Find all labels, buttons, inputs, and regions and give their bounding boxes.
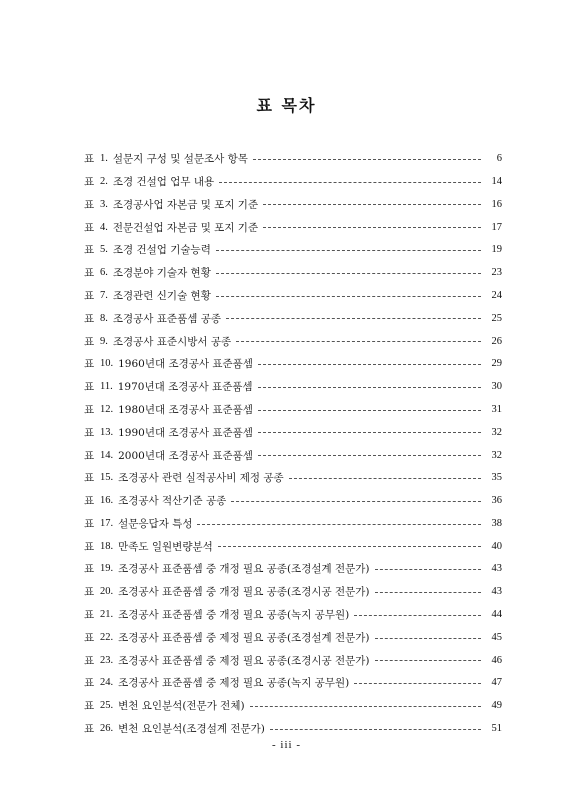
toc-entry-prefix: 표 bbox=[84, 654, 95, 667]
toc-entry-prefix: 표 bbox=[84, 700, 95, 713]
toc-entry-label: 조경공사 관련 실적공사비 제정 공종 bbox=[118, 472, 284, 485]
toc-entry-number: 1. bbox=[100, 153, 108, 165]
toc-entry-label: 변천 요인분석(조경설계 전문가) bbox=[118, 723, 265, 736]
toc-entry-prefix: 표 bbox=[84, 495, 95, 508]
toc-entry[interactable] bbox=[84, 330, 502, 353]
toc-entry-prefix: 표 bbox=[84, 586, 95, 599]
toc-entry-label: 조경 건설업 기술능력 bbox=[112, 244, 211, 257]
toc-entry-page-number: 29 bbox=[491, 358, 502, 370]
toc-entry-number: 21. bbox=[100, 609, 114, 621]
toc-entry[interactable] bbox=[84, 581, 502, 604]
toc-entry-label: 1970년대 조경공사 표준품셈 bbox=[117, 381, 253, 394]
toc-entry[interactable] bbox=[84, 467, 502, 490]
toc-entry-leader bbox=[231, 501, 481, 502]
toc-entry-page-number: 19 bbox=[491, 244, 502, 256]
toc-entry-leader bbox=[216, 250, 481, 251]
toc-entry-leader bbox=[289, 478, 481, 479]
toc-entry-label: 조경공사 표준시방서 공종 bbox=[112, 335, 232, 348]
toc-entry-page-number: 38 bbox=[491, 517, 502, 529]
toc-entry-prefix: 표 bbox=[84, 609, 95, 622]
toc-entry[interactable] bbox=[84, 695, 502, 718]
toc-entry-leader bbox=[258, 410, 481, 411]
toc-entry-leader bbox=[218, 546, 481, 547]
toc-entry[interactable] bbox=[84, 650, 502, 673]
toc-entry-prefix: 표 bbox=[84, 221, 95, 234]
toc-entry[interactable] bbox=[84, 262, 502, 285]
toc-entry-leader bbox=[258, 455, 481, 456]
toc-entry-prefix: 표 bbox=[84, 563, 95, 576]
toc-entry-prefix: 표 bbox=[84, 723, 95, 736]
toc-entry-prefix: 표 bbox=[84, 517, 95, 530]
toc-entry-number: 23. bbox=[100, 654, 114, 666]
toc-entry-number: 6. bbox=[100, 267, 108, 279]
toc-entry-number: 22. bbox=[100, 631, 114, 643]
toc-entry[interactable] bbox=[84, 308, 502, 331]
toc-entry-page-number: 36 bbox=[491, 495, 502, 507]
toc-entry-leader bbox=[197, 524, 481, 525]
toc-entry-page-number: 44 bbox=[491, 609, 502, 621]
toc-entry-page-number: 47 bbox=[491, 677, 502, 689]
toc-entry-label: 전문건설업 자본금 및 포지 기준 bbox=[112, 221, 259, 234]
toc-entry-page-number: 49 bbox=[491, 700, 502, 712]
toc-entry-label: 2000년대 조경공사 표준품셈 bbox=[118, 449, 253, 462]
toc-entry-page-number: 51 bbox=[491, 723, 502, 735]
toc-entry-number: 20. bbox=[100, 586, 114, 598]
page-number-footer: - iii - bbox=[272, 739, 301, 751]
toc-entry[interactable] bbox=[84, 513, 502, 536]
toc-entry-number: 7. bbox=[100, 289, 108, 301]
toc-entry-number: 19. bbox=[100, 563, 114, 575]
toc-entry-number: 18. bbox=[100, 540, 114, 552]
toc-entry-page-number: 24 bbox=[491, 289, 502, 301]
toc-entry-label: 조경관련 신기술 현황 bbox=[112, 289, 211, 302]
toc-entry-label: 조경공사 적산기준 공종 bbox=[118, 495, 227, 508]
toc-entry[interactable] bbox=[84, 216, 502, 239]
toc-entry-label: 조경공사 표준품셈 중 제정 필요 공종(조경설계 전문가) bbox=[118, 631, 370, 644]
toc-entry[interactable] bbox=[84, 285, 502, 308]
toc-entry[interactable] bbox=[84, 422, 502, 445]
toc-entry-prefix: 표 bbox=[84, 335, 95, 348]
toc-entry-page-number: 17 bbox=[491, 221, 502, 233]
toc-entry-page-number: 31 bbox=[491, 403, 502, 415]
toc-entry-prefix: 표 bbox=[84, 381, 95, 394]
toc-entry-page-number: 32 bbox=[491, 449, 502, 461]
toc-entry-leader bbox=[253, 159, 481, 160]
toc-entry-label: 조경공사 표준품셈 중 개정 필요 공종(조경설계 전문가) bbox=[118, 563, 370, 576]
toc-entry-leader bbox=[219, 182, 481, 183]
toc-entry[interactable] bbox=[84, 536, 502, 559]
toc-entry-leader bbox=[354, 615, 481, 616]
toc-entry-page-number: 23 bbox=[491, 267, 502, 279]
toc-entry-page-number: 40 bbox=[491, 540, 502, 552]
toc-entry-number: 3. bbox=[100, 198, 108, 210]
toc-entry[interactable] bbox=[84, 672, 502, 695]
toc-entry-prefix: 표 bbox=[84, 472, 95, 485]
toc-entry-leader bbox=[216, 296, 481, 297]
toc-entry-number: 14. bbox=[100, 449, 114, 461]
toc-entry-prefix: 표 bbox=[84, 267, 95, 280]
toc-entry-label: 조경공사 표준품셈 중 제정 필요 공종(녹지 공무원) bbox=[118, 677, 350, 690]
toc-entry-leader bbox=[270, 729, 481, 730]
toc-entry-prefix: 표 bbox=[84, 198, 95, 211]
toc-entry-prefix: 표 bbox=[84, 540, 95, 553]
toc-entry-label: 조경분야 기술자 현황 bbox=[112, 267, 211, 280]
toc-entry-label: 1960년대 조경공사 표준품셈 bbox=[118, 358, 253, 371]
toc-entry-leader bbox=[375, 638, 482, 639]
toc-entry-page-number: 26 bbox=[491, 335, 502, 347]
toc-entry-page-number: 25 bbox=[491, 312, 502, 324]
toc-entry-leader bbox=[236, 341, 481, 342]
toc-entry-leader bbox=[375, 660, 482, 661]
toc-entry-label: 1980년대 조경공사 표준품셈 bbox=[118, 403, 253, 416]
toc-entry-number: 2. bbox=[100, 175, 108, 187]
toc-entry-label: 조경 건설업 업무 내용 bbox=[112, 175, 215, 188]
toc-entry-leader bbox=[375, 569, 482, 570]
toc-entry-leader bbox=[258, 364, 481, 365]
toc-entry-prefix: 표 bbox=[84, 403, 95, 416]
toc-entry-number: 4. bbox=[100, 221, 108, 233]
toc-entry-prefix: 표 bbox=[84, 426, 95, 439]
toc-entry-number: 26. bbox=[100, 723, 114, 735]
toc-entry-leader bbox=[216, 273, 481, 274]
toc-entry-page-number: 35 bbox=[491, 472, 502, 484]
toc-entry-page-number: 14 bbox=[491, 175, 502, 187]
toc-entry-number: 11. bbox=[100, 381, 113, 393]
toc-entry-prefix: 표 bbox=[84, 312, 95, 325]
toc-entry[interactable] bbox=[84, 148, 502, 171]
toc-entry-leader bbox=[263, 227, 481, 228]
toc-entry[interactable] bbox=[84, 627, 502, 650]
toc-entry-number: 9. bbox=[100, 335, 108, 347]
toc-entry-number: 25. bbox=[100, 700, 114, 712]
toc-entry-prefix: 표 bbox=[84, 449, 95, 462]
toc-entry-page-number: 6 bbox=[496, 153, 502, 165]
toc-entry[interactable] bbox=[84, 239, 502, 262]
toc-entry-page-number: 45 bbox=[491, 631, 502, 643]
toc-entry-leader bbox=[263, 204, 481, 205]
toc-entry-page-number: 46 bbox=[491, 654, 502, 666]
toc-entry[interactable] bbox=[84, 194, 502, 217]
table-of-contents-list bbox=[84, 148, 502, 741]
toc-entry-page-number: 16 bbox=[491, 198, 502, 210]
toc-entry-label: 변천 요인분석(전문가 전체) bbox=[118, 700, 245, 713]
toc-entry-prefix: 표 bbox=[84, 631, 95, 644]
toc-entry-leader bbox=[226, 318, 481, 319]
toc-entry-number: 13. bbox=[100, 426, 114, 438]
toc-entry-label: 조경공사 표준품셈 중 개정 필요 공종(조경시공 전문가) bbox=[118, 586, 370, 599]
toc-entry[interactable] bbox=[84, 171, 502, 194]
toc-entry-leader bbox=[258, 387, 481, 388]
toc-entry-label: 조경공사 표준품셈 중 개정 필요 공종(녹지 공무원) bbox=[118, 609, 350, 622]
toc-entry-prefix: 표 bbox=[84, 244, 95, 257]
toc-entry[interactable] bbox=[84, 558, 502, 581]
toc-entry[interactable] bbox=[84, 718, 502, 741]
toc-entry-number: 10. bbox=[100, 358, 114, 370]
toc-entry-prefix: 표 bbox=[84, 153, 95, 166]
toc-entry-leader bbox=[375, 592, 482, 593]
toc-entry-label: 만족도 일원변량분석 bbox=[118, 540, 213, 553]
toc-entry-prefix: 표 bbox=[84, 289, 95, 302]
toc-entry-label: 조경공사업 자본금 및 포지 기준 bbox=[112, 198, 259, 211]
toc-entry-label: 조경공사 표준품셈 중 제정 필요 공종(조경시공 전문가) bbox=[118, 654, 370, 667]
toc-entry-leader bbox=[258, 432, 481, 433]
toc-entry[interactable] bbox=[84, 353, 502, 376]
toc-entry-leader bbox=[354, 683, 481, 684]
toc-entry-leader bbox=[250, 706, 481, 707]
toc-entry-label: 조경공사 표준품셈 공종 bbox=[112, 312, 221, 325]
toc-entry-number: 15. bbox=[100, 472, 114, 484]
toc-entry-prefix: 표 bbox=[84, 175, 95, 188]
toc-entry-label: 설문응답자 특성 bbox=[118, 517, 193, 530]
toc-entry-page-number: 32 bbox=[491, 426, 502, 438]
toc-entry-label: 설문지 구성 및 설문조사 항목 bbox=[112, 153, 248, 166]
toc-entry-number: 16. bbox=[100, 495, 114, 507]
toc-entry-number: 8. bbox=[100, 312, 108, 324]
toc-entry-number: 24. bbox=[100, 677, 114, 689]
toc-entry[interactable] bbox=[84, 399, 502, 422]
toc-entry-number: 5. bbox=[100, 244, 108, 256]
toc-entry[interactable] bbox=[84, 604, 502, 627]
toc-entry-prefix: 표 bbox=[84, 358, 95, 371]
toc-entry-prefix: 표 bbox=[84, 677, 95, 690]
toc-entry-number: 12. bbox=[100, 403, 114, 415]
toc-entry[interactable] bbox=[84, 376, 502, 399]
page-title: 표 목차 bbox=[256, 96, 317, 115]
toc-entry-number: 17. bbox=[100, 517, 114, 529]
toc-entry-page-number: 43 bbox=[491, 563, 502, 575]
toc-entry-label: 1990년대 조경공사 표준품셈 bbox=[118, 426, 253, 439]
toc-entry-page-number: 30 bbox=[491, 381, 502, 393]
toc-entry-page-number: 43 bbox=[491, 586, 502, 598]
toc-entry[interactable] bbox=[84, 490, 502, 513]
toc-entry[interactable] bbox=[84, 444, 502, 467]
